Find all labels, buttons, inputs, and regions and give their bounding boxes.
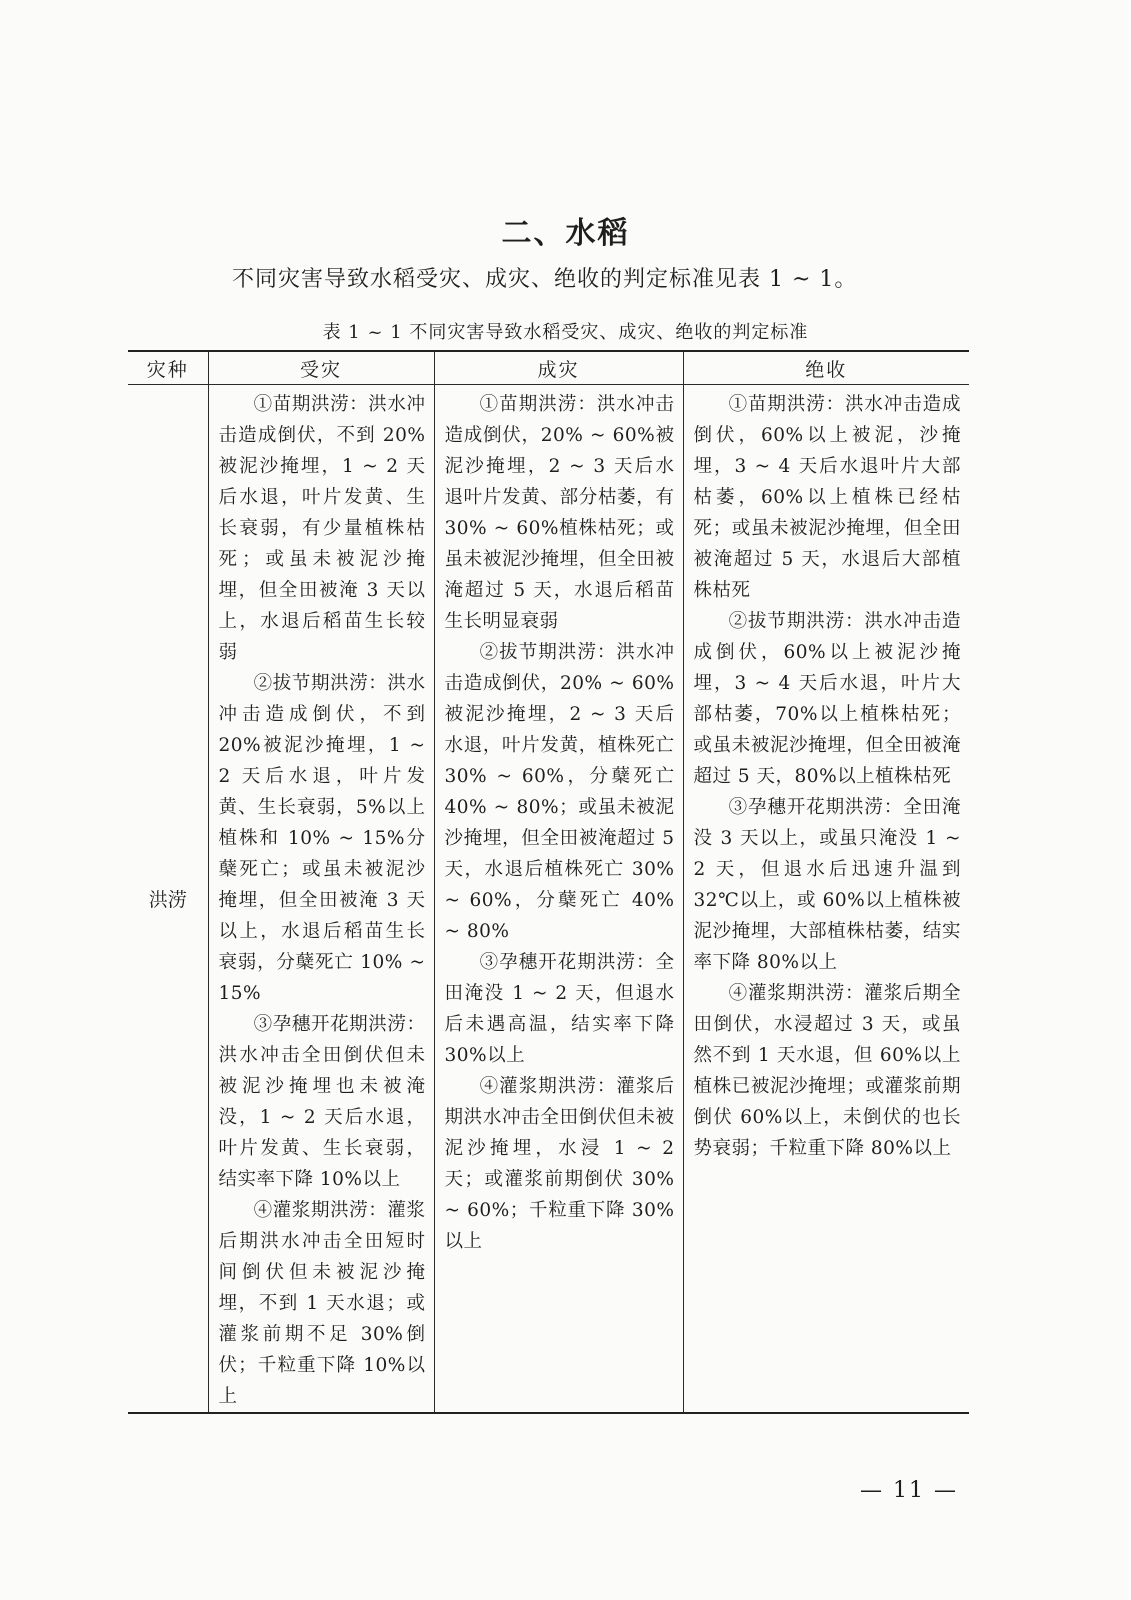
shouzai-item-seedling: ①苗期洪涝：洪水冲击造成倒伏，不到 20% 被泥沙掩埋，1 ~ 2 天后水退，叶片发黄、生长衰弱，有少量植株枯死；或虽未被泥沙掩埋，但全田被淹 3 天以上，水退后稻苗生长较弱 — [218, 394, 426, 663]
criteria-table — [128, 350, 969, 1414]
intro-paragraph: 不同灾害导致水稻受灾、成灾、绝收的判定标准见表 1 ~ 1。 — [232, 267, 858, 292]
header-shouzai: 受灾 — [208, 351, 434, 385]
page-number: — 11 — — [860, 1478, 958, 1503]
cell-shouzai — [208, 385, 434, 1414]
chengzai-item-filling: ④灌浆期洪涝：灌浆后期洪水冲击全田倒伏但未被泥沙掩埋，水浸 1 ~ 2 天；或灌浆前期倒伏 30% ~ 60%；千粒重下降 30%以上 — [444, 1076, 675, 1252]
header-chengzai: 成灾 — [434, 351, 683, 385]
jueshou-item-booting: ③孕穗开花期洪涝：全田淹没 3 天以上，或虽只淹没 1 ~ 2 天，但退水后迅速升温到 32℃以上，或 60%以上植株被泥沙掩埋，大部植株枯萎，结实率下降 80%以上 — [693, 797, 961, 973]
jueshou-item-filling: ④灌浆期洪涝：灌浆后期全田倒伏，水浸超过 3 天，或虽然不到 1 天水退，但 60%以上植株已被泥沙掩埋；或灌浆前期倒伏 60%以上，未倒伏的也长势衰弱；千粒重下降 80%以上 — [693, 983, 961, 1159]
chengzai-item-seedling: ①苗期洪涝：洪水冲击造成倒伏，20% ~ 60%被泥沙掩埋，2 ~ 3 天后水退叶片发黄、部分枯萎，有 30% ~ 60%植株枯死；或虽未被泥沙掩埋，但全田被淹超过 5 天，水退后稻苗生长明显衰弱 — [444, 394, 675, 632]
shouzai-item-jointing: ②拔节期洪涝：洪水冲击造成倒伏，不到 20%被泥沙掩埋，1 ~ 2 天后水退，叶片发黄、生长衰弱，5%以上植株和 10% ~ 15%分蘖死亡；或虽未被泥沙掩埋，但全田被淹 3 天以上，水退后稻苗生长衰弱，分蘖死亡 10% ~ 15% — [218, 673, 426, 1004]
section-title: 二、水稻 — [501, 216, 630, 251]
shouzai-item-filling: ④灌浆期洪涝：灌浆后期洪水冲击全田短时间倒伏但未被泥沙掩埋，不到 1 天水退；或灌浆前期不足 30%倒伏；千粒重下降 10%以上 — [218, 1200, 426, 1407]
shouzai-item-booting: ③孕穗开花期洪涝：洪水冲击全田倒伏但未被泥沙掩埋也未被淹没，1 ~ 2 天后水退，叶片发黄、生长衰弱，结实率下降 10%以上 — [218, 1014, 426, 1190]
jueshou-item-seedling: ①苗期洪涝：洪水冲击造成倒伏，60%以上被泥，沙掩埋，3 ~ 4 天后水退叶片大部枯萎，60%以上植株已经枯死；或虽未被泥沙掩埋，但全田被淹超过 5 天，水退后大部植株枯死 — [693, 394, 961, 601]
header-jueshou: 绝收 — [683, 351, 969, 385]
cell-jueshou — [683, 385, 969, 1414]
table-row — [128, 385, 969, 1414]
cell-disaster-type: 洪涝 — [128, 385, 208, 1414]
table-header-row — [128, 351, 969, 385]
table-caption: 表 1 ~ 1 不同灾害导致水稻受灾、成灾、绝收的判定标准 — [322, 322, 809, 343]
header-disaster-type: 灾种 — [128, 351, 208, 385]
jueshou-item-jointing: ②拔节期洪涝：洪水冲击造成倒伏，60%以上被泥沙掩埋，3 ~ 4 天后水退，叶片大部枯萎，70%以上植株枯死；或虽未被泥沙掩埋，但全田被淹超过 5 天，80%以上植株枯死 — [693, 611, 961, 787]
chengzai-item-jointing: ②拔节期洪涝：洪水冲击造成倒伏，20% ~ 60%被泥沙掩埋，2 ~ 3 天后水退，叶片发黄，植株死亡 30% ~ 60%，分蘖死亡 40% ~ 80%；或虽未被泥沙掩埋，但全田被淹超过 5 天，水退后植株死亡 30% ~ 60%，分蘖死亡 40% ~ 80% — [444, 642, 675, 942]
cell-chengzai — [434, 385, 683, 1414]
chengzai-item-booting: ③孕穗开花期洪涝：全田淹没 1 ~ 2 天，但退水后未遇高温，结实率下降 30%以上 — [444, 952, 675, 1066]
